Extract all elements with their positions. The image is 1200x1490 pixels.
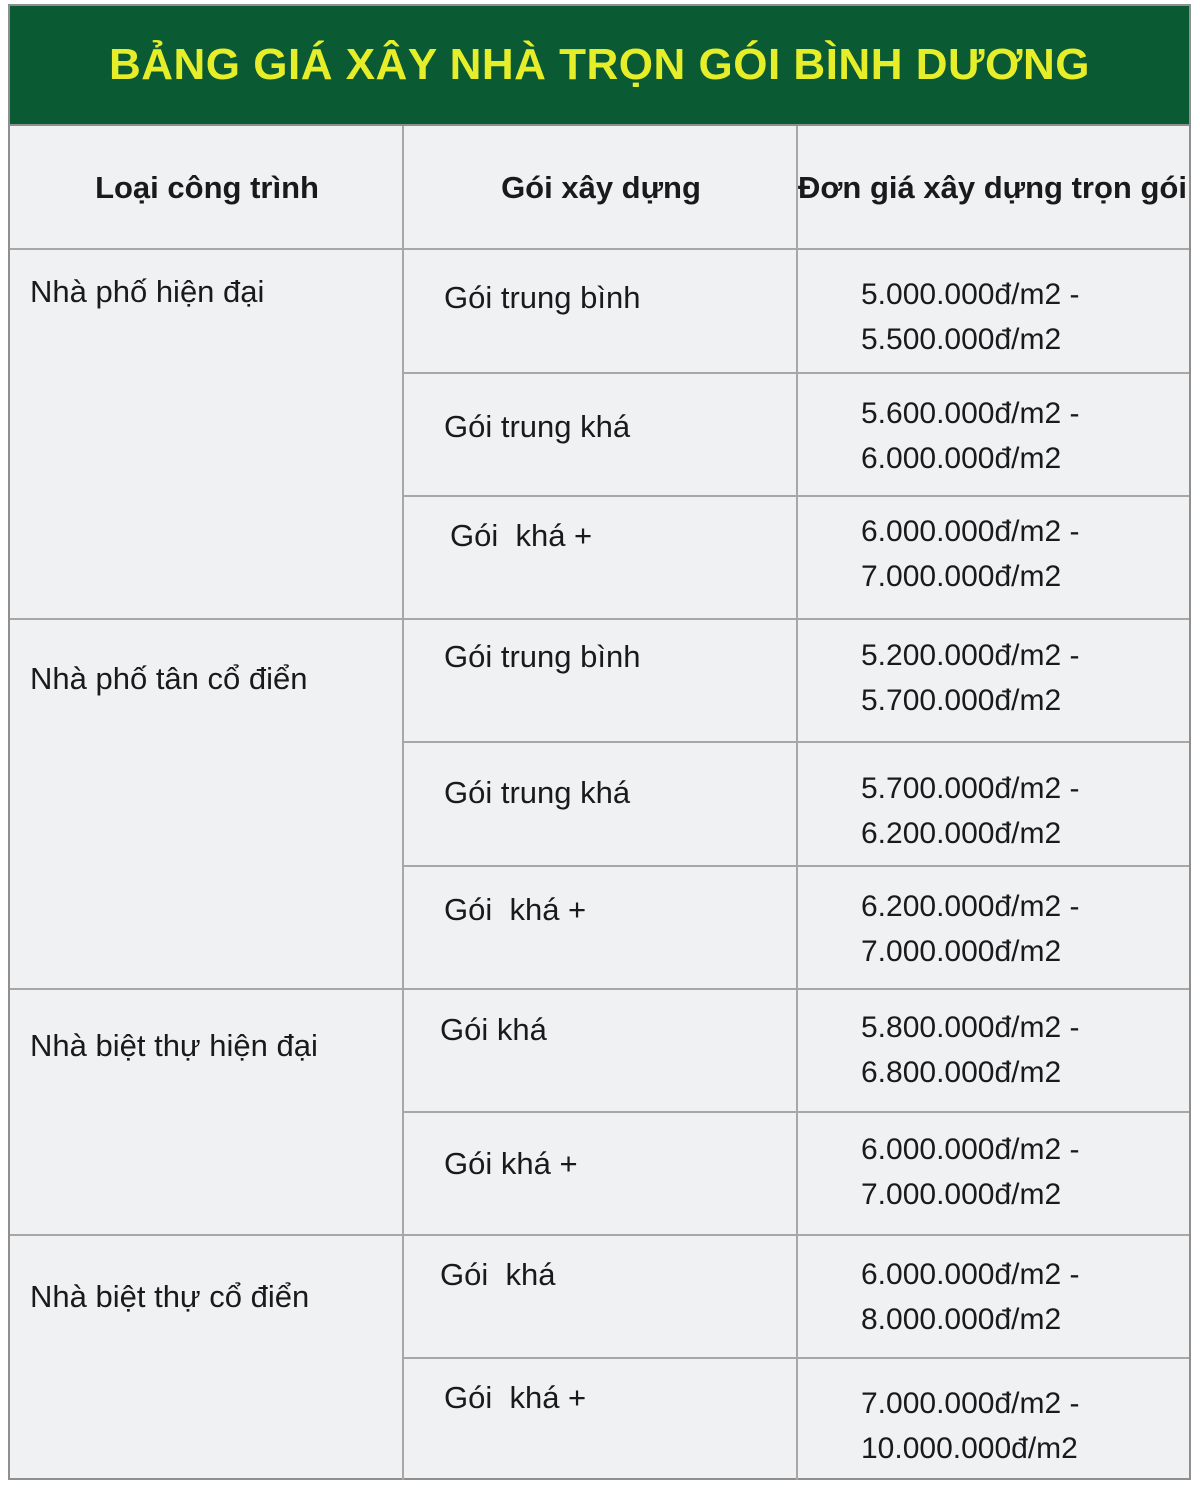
price-to: 8.000.000đ/m2	[861, 1303, 1062, 1336]
price-from: 5.800.000đ/m2 -	[861, 1011, 1080, 1044]
grid-line	[404, 865, 1189, 867]
price-to: 5.700.000đ/m2	[861, 684, 1062, 717]
grid-line	[404, 741, 1189, 743]
price-to: 5.500.000đ/m2	[861, 323, 1062, 356]
package-cell: Gói khá	[440, 1257, 556, 1292]
package-cell: Gói trung khá	[444, 409, 631, 444]
table-title: BẢNG GIÁ XÂY NHÀ TRỌN GÓI BÌNH DƯƠNG	[10, 6, 1189, 126]
price-cell	[861, 633, 1079, 723]
price-from: 5.700.000đ/m2 -	[861, 772, 1080, 805]
package-cell: Gói khá	[440, 1012, 547, 1047]
grid-line	[404, 372, 1189, 374]
price-from: 6.000.000đ/m2 -	[861, 1133, 1080, 1166]
type-cell: Nhà phố hiện đại	[30, 274, 265, 309]
grid-line	[402, 126, 404, 1480]
price-cell	[861, 1127, 1079, 1217]
price-cell	[861, 391, 1079, 481]
package-cell: Gói trung bình	[444, 639, 641, 674]
grid-line	[10, 618, 1189, 620]
type-cell: Nhà biệt thự cổ điển	[30, 1279, 310, 1314]
package-cell: Gói khá +	[450, 518, 593, 553]
price-to: 7.000.000đ/m2	[861, 560, 1062, 593]
price-to: 6.800.000đ/m2	[861, 1056, 1062, 1089]
price-from: 7.000.000đ/m2 -	[861, 1387, 1080, 1420]
grid-line	[10, 988, 1189, 990]
header-price: Đơn giá xây dựng trọn gói	[798, 170, 1187, 205]
price-cell	[861, 509, 1079, 599]
grid-line	[404, 495, 1189, 497]
price-to: 6.000.000đ/m2	[861, 442, 1062, 475]
price-to: 7.000.000đ/m2	[861, 1178, 1062, 1211]
grid-line	[10, 248, 1189, 250]
package-cell: Gói trung bình	[444, 280, 641, 315]
type-cell: Nhà phố tân cổ điển	[30, 661, 308, 696]
type-cell: Nhà biệt thự hiện đại	[30, 1028, 318, 1063]
package-cell: Gói khá +	[444, 1146, 578, 1181]
grid-line	[404, 1357, 1189, 1359]
package-cell: Gói khá +	[444, 892, 587, 927]
price-cell	[861, 1381, 1079, 1471]
price-from: 5.000.000đ/m2 -	[861, 278, 1080, 311]
header-type: Loại công trình	[95, 170, 319, 205]
price-cell	[861, 1252, 1079, 1342]
price-cell	[861, 884, 1079, 974]
price-table	[8, 4, 1191, 1480]
header-package: Gói xây dựng	[501, 170, 701, 205]
package-cell: Gói trung khá	[444, 775, 631, 810]
price-from: 6.000.000đ/m2 -	[861, 1258, 1080, 1291]
package-cell: Gói khá +	[444, 1380, 587, 1415]
price-to: 6.200.000đ/m2	[861, 817, 1062, 850]
price-from: 5.600.000đ/m2 -	[861, 397, 1080, 430]
price-cell	[861, 272, 1079, 362]
price-cell	[861, 1005, 1079, 1095]
grid-line	[404, 1111, 1189, 1113]
price-from: 5.200.000đ/m2 -	[861, 639, 1080, 672]
grid-line	[10, 1234, 1189, 1236]
grid-line	[796, 126, 798, 1480]
price-to: 10.000.000đ/m2	[861, 1432, 1078, 1465]
price-to: 7.000.000đ/m2	[861, 935, 1062, 968]
price-from: 6.000.000đ/m2 -	[861, 515, 1080, 548]
price-from: 6.200.000đ/m2 -	[861, 890, 1080, 923]
price-cell	[861, 766, 1079, 856]
